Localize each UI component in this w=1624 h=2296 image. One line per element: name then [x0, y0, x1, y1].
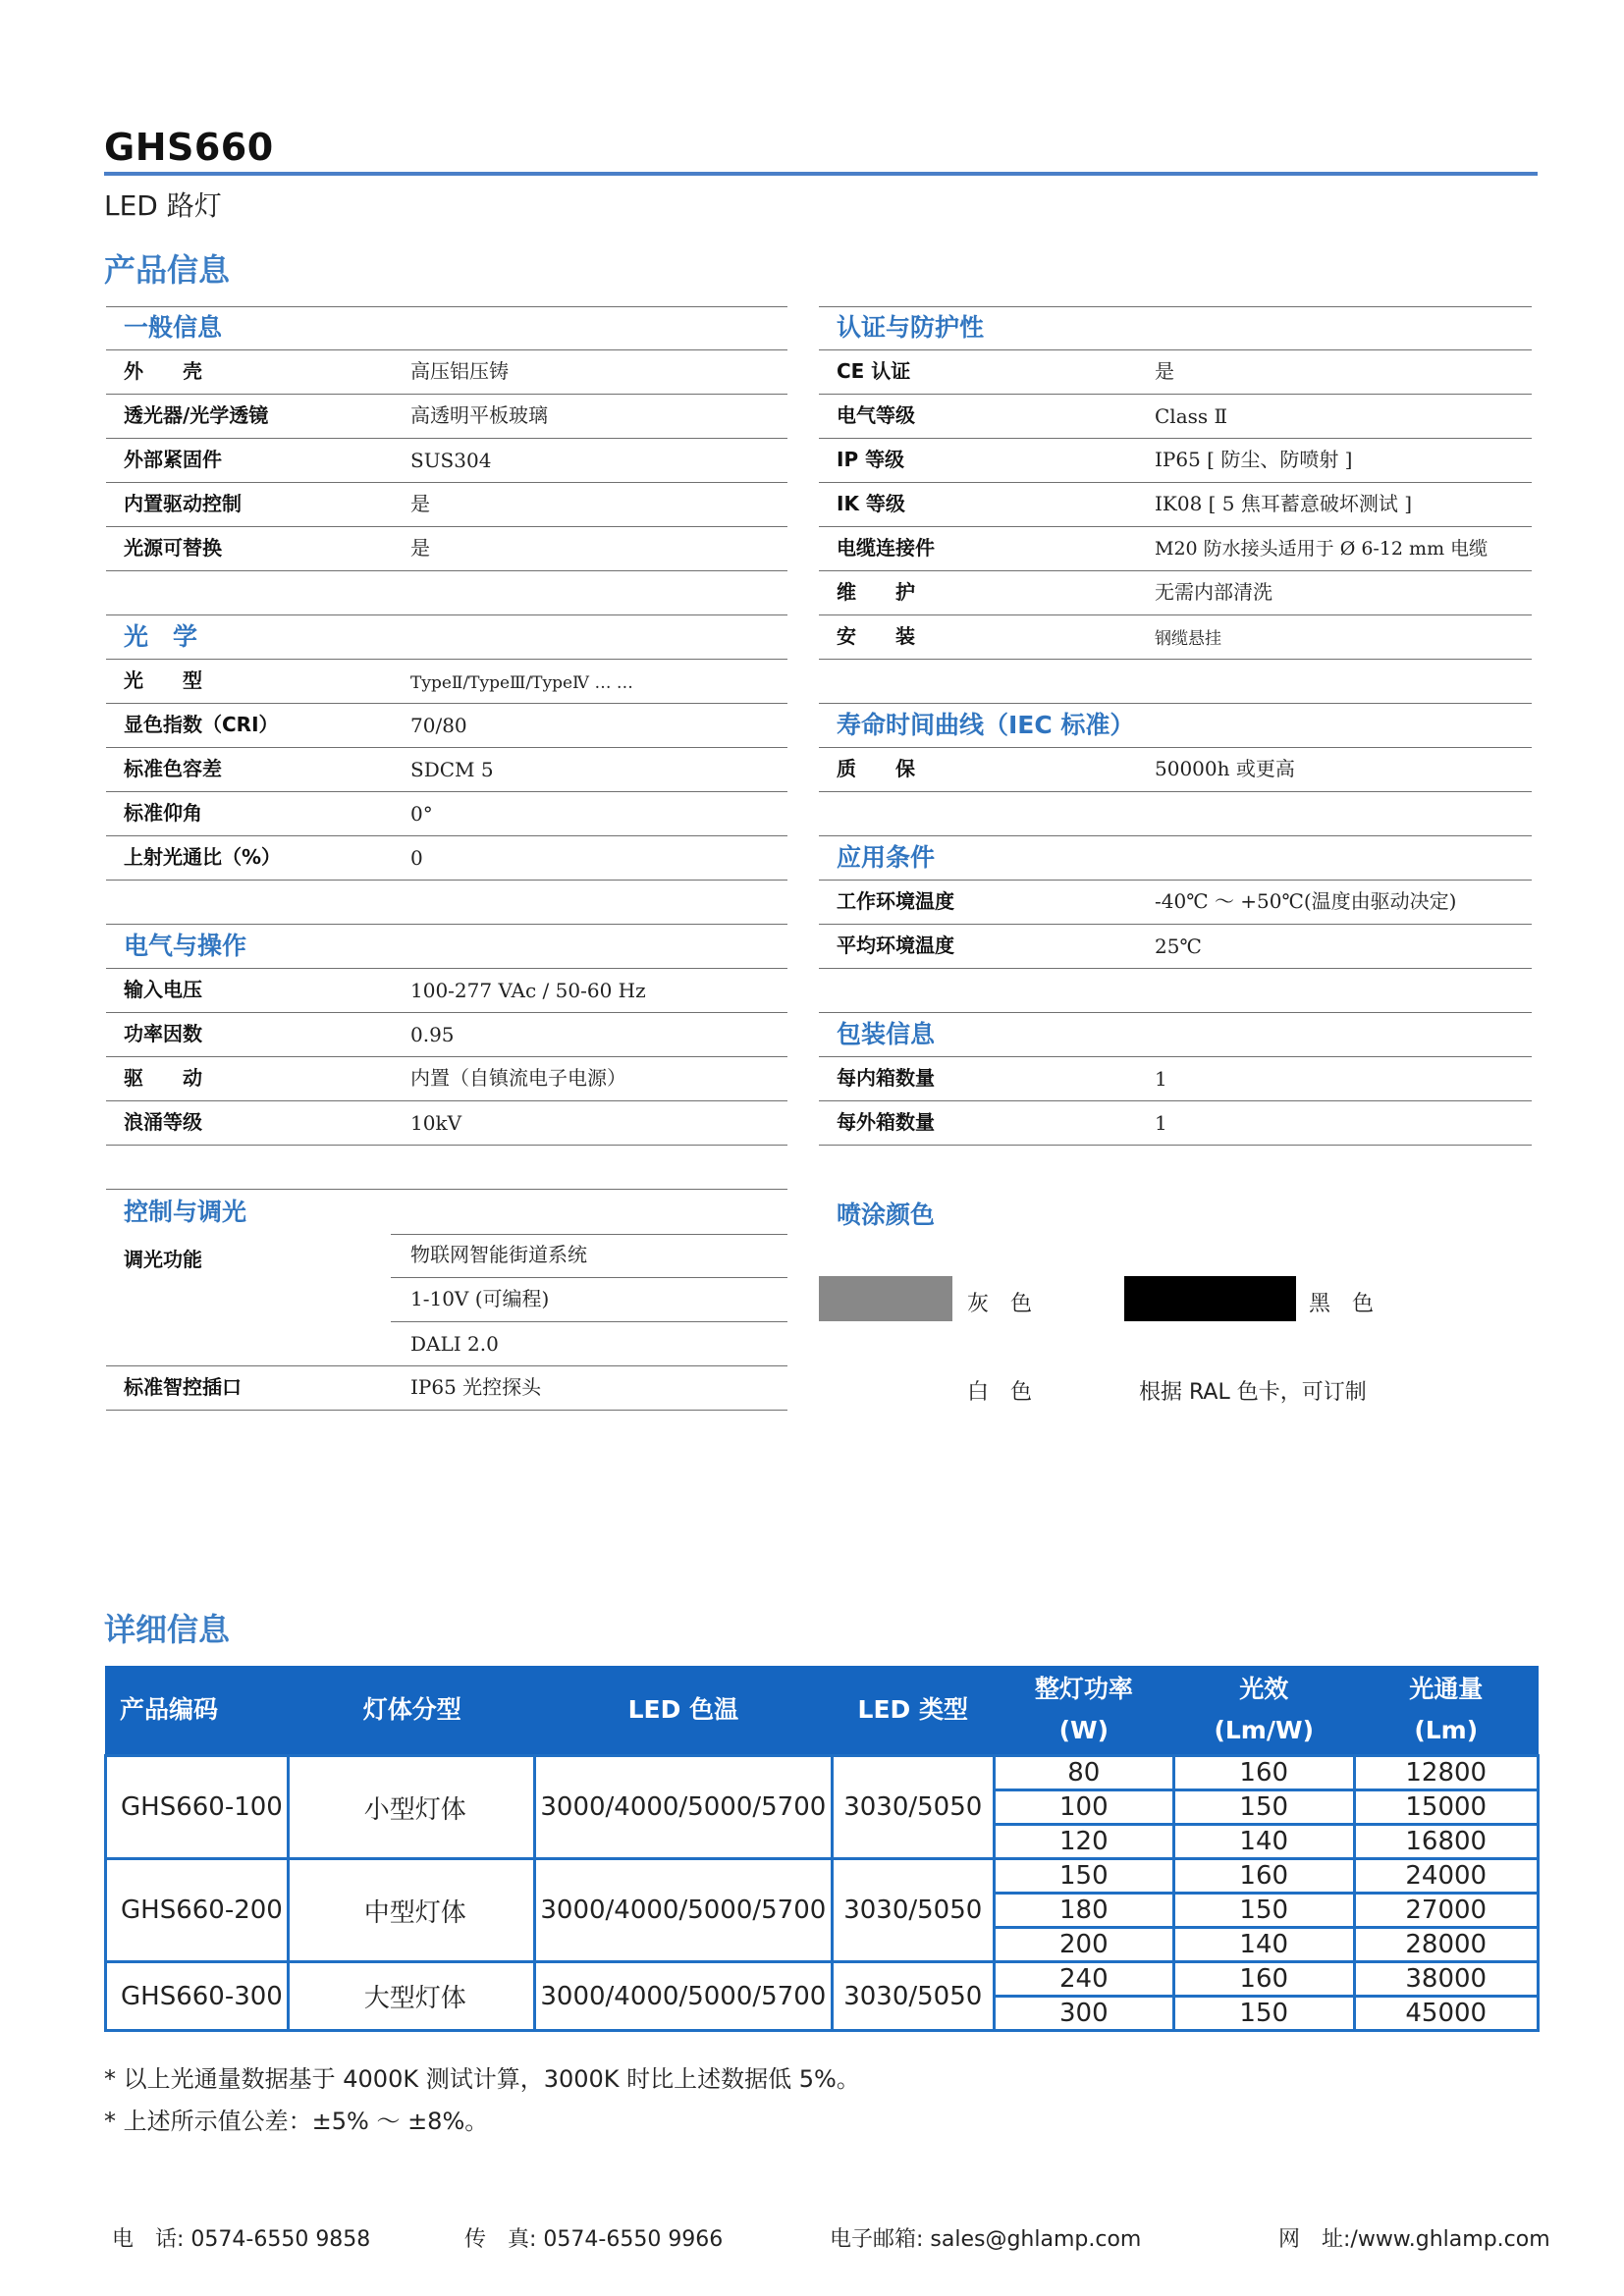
- spec-row: 内置驱动控制 是: [106, 483, 787, 527]
- detail-table: [104, 1666, 1540, 2032]
- spec-row: 电气等级 Class Ⅱ: [819, 395, 1532, 439]
- col-header: LED 色温: [534, 1666, 832, 1756]
- table-row: GHS660-300 大型灯体 3000/4000/5000/5700 3030/5050 240 160 38000: [106, 1962, 1539, 1997]
- spec-row: 输入电压 100-277 VAc / 50-60 Hz: [106, 969, 787, 1013]
- spacer-row: [819, 792, 1532, 836]
- table-header-row: [106, 1666, 1539, 1756]
- section-heading: 控制与调光: [124, 1198, 247, 1226]
- spec-row: 上射光通比（%） 0: [106, 836, 787, 881]
- table-row: 200 140 28000: [106, 1928, 1539, 1962]
- table-row: GHS660-100 小型灯体 3000/4000/5000/5700 3030/5050 80 160 12800: [106, 1756, 1539, 1790]
- dimming-value: DALI 2.0: [106, 1322, 787, 1366]
- table-row: 300 150 45000: [106, 1997, 1539, 2031]
- spec-row: 外 壳 高压铝压铸: [106, 350, 787, 395]
- spec-row: 浪涌等级 10kV: [106, 1101, 787, 1146]
- section-title-details: 详细信息: [104, 1611, 231, 1648]
- spacer-row: [819, 969, 1532, 1013]
- dimming-value: 物联网智能街道系统: [391, 1234, 787, 1278]
- spec-row: 安 装 钢缆悬挂: [819, 615, 1532, 660]
- spacer-row: [106, 1146, 787, 1190]
- section-heading: 包装信息: [837, 1020, 936, 1048]
- spec-row: 工作环境温度 -40℃ ～ +50℃(温度由驱动决定): [819, 881, 1532, 925]
- spec-row: 光 型 TypeⅡ/TypeⅢ/TypeⅣ … …: [106, 660, 787, 704]
- spec-row: 显色指数（CRI） 70/80: [106, 704, 787, 748]
- table-row: 180 150 27000: [106, 1894, 1539, 1928]
- col-header: 灯体分型: [288, 1666, 534, 1756]
- section-heading: 喷涂颜色: [837, 1201, 936, 1229]
- black-swatch: [1124, 1276, 1296, 1321]
- table-row: 100 150 15000: [106, 1790, 1539, 1825]
- table-row: 120 140 16800: [106, 1825, 1539, 1859]
- spec-row: IK 等级 IK08 [ 5 焦耳蓄意破坏测试 ]: [819, 483, 1532, 527]
- footer-phone: 电 话: 0574-6550 9858: [112, 2227, 371, 2252]
- spec-row: 维 护 无需内部清洗: [819, 571, 1532, 615]
- dimming-value: 1-10V (可编程): [391, 1278, 787, 1322]
- spacer-row: [819, 660, 1532, 704]
- section-heading: 应用条件: [837, 843, 936, 872]
- gray-swatch: [819, 1276, 952, 1321]
- page-subtitle: LED 路灯: [104, 189, 222, 222]
- spec-row: 标准仰角 0°: [106, 792, 787, 836]
- spec-row: 平均环境温度 25℃: [819, 925, 1532, 969]
- spec-row: 外部紧固件 SUS304: [106, 439, 787, 483]
- spec-row: 光源可替换 是: [106, 527, 787, 571]
- section-heading: 一般信息: [124, 313, 223, 342]
- spacer-row: [106, 881, 787, 925]
- spec-row: 电缆连接件 M20 防水接头适用于 Ø 6-12 mm 电缆: [819, 527, 1532, 571]
- spec-row: 标准智控插口 IP65 光控探头: [106, 1366, 787, 1411]
- dimming-key: 调光功能: [124, 1248, 202, 1271]
- spec-row: 标准色容差 SDCM 5: [106, 748, 787, 792]
- black-label: 黑 色: [1309, 1292, 1375, 1316]
- spec-row: 透光器/光学透镜 高透明平板玻璃: [106, 395, 787, 439]
- spec-row: 功率因数 0.95: [106, 1013, 787, 1057]
- footnote: * 上述所示值公差：±5% ～ ±8%。: [104, 2108, 489, 2135]
- title-rule: [104, 172, 1538, 176]
- col-header: 整灯功率 (W): [994, 1666, 1173, 1756]
- col-header: 光通量 (Lm): [1354, 1666, 1539, 1756]
- gray-label: 灰 色: [967, 1292, 1033, 1316]
- spec-row: CE 认证 是: [819, 350, 1532, 395]
- spec-row: 驱 动 内置（自镇流电子电源）: [106, 1057, 787, 1101]
- col-header: LED 类型: [832, 1666, 994, 1756]
- page-title: GHS660: [104, 126, 274, 169]
- section-heading: 电气与操作: [124, 932, 247, 960]
- ral-note: 根据 RAL 色卡，可订制: [1139, 1380, 1367, 1405]
- spec-row: IP 等级 IP65 [ 防尘、防喷射 ]: [819, 439, 1532, 483]
- section-heading: 光 学: [124, 622, 198, 651]
- white-swatch: [819, 1364, 952, 1410]
- col-header: 产品编码: [106, 1666, 289, 1756]
- spacer-row: [106, 571, 787, 615]
- section-title-product-info: 产品信息: [104, 251, 231, 289]
- section-heading: 认证与防护性: [837, 313, 985, 342]
- footer-email[interactable]: 电子邮箱: sales@ghlamp.com: [830, 2227, 1142, 2252]
- col-header: 光效 (Lm/W): [1173, 1666, 1354, 1756]
- footnote: * 以上光通量数据基于 4000K 测试计算，3000K 时比上述数据低 5%。: [104, 2065, 860, 2093]
- section-heading: 寿命时间曲线（IEC 标准）: [837, 711, 1135, 739]
- spec-row: 每外箱数量 1: [819, 1101, 1532, 1146]
- table-row: GHS660-200 中型灯体 3000/4000/5000/5700 3030/5050 150 160 24000: [106, 1859, 1539, 1894]
- spec-row: 质 保 50000h 或更高: [819, 748, 1532, 792]
- white-label: 白 色: [967, 1380, 1033, 1405]
- spec-row: 每内箱数量 1: [819, 1057, 1532, 1101]
- footer-fax: 传 真: 0574-6550 9966: [464, 2227, 724, 2252]
- footer-website[interactable]: 网 址:/www.ghlamp.com: [1278, 2227, 1550, 2252]
